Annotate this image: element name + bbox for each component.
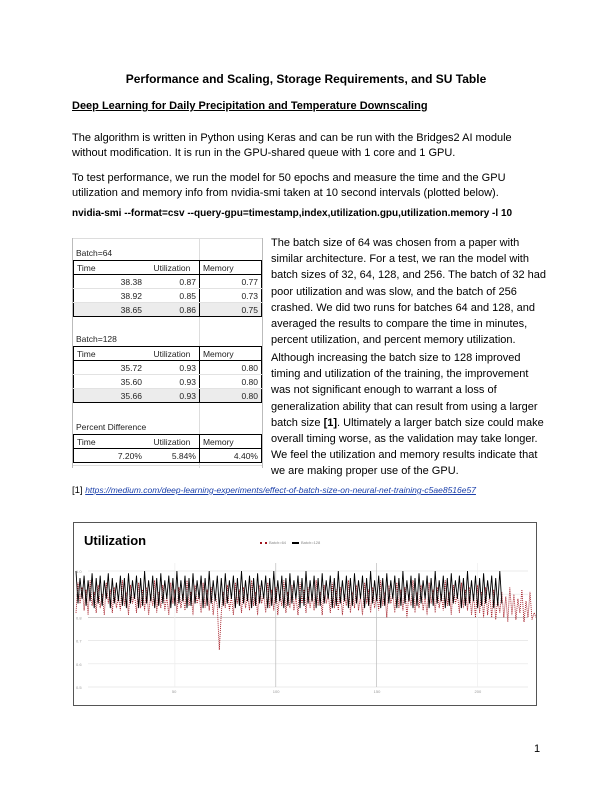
reference-entry [72, 485, 476, 496]
cell-memory: 0.75 [199, 303, 261, 317]
cell-time: 35.72 [74, 361, 145, 375]
legend-label: Batch=64 [269, 540, 287, 545]
cell-utilization: 0.86 [145, 303, 200, 317]
batch128-table [73, 346, 262, 403]
percent-diff-table [73, 434, 262, 463]
cell-time: 38.92 [74, 289, 145, 303]
batch64-table [73, 260, 262, 317]
reference-label: [1] [72, 485, 83, 496]
table-row [74, 275, 262, 289]
cell-utilization: 0.93 [145, 361, 200, 375]
section-heading: Deep Learning for Daily Precipitation and Temperature Downscaling [72, 100, 428, 112]
results-spreadsheet [72, 238, 263, 468]
conclusion-text: . Ultimately a larger batch size could make overall timing worse, as the validation may take longer. We feel the utilization and memory results indicate that we are making proper use of the GPU. [271, 416, 544, 478]
cell-utilization: 5.84% [145, 449, 200, 463]
col-header-time: Time [74, 261, 145, 275]
col-header-utilization: Utilization [145, 261, 200, 275]
intro-paragraph: The algorithm is written in Python using Keras and can be run with the Bridges2 AI module without modification. It is run in the GPU-shared queue with 1 core and 1 GPU. [72, 132, 512, 159]
citation-marker: [1] [323, 416, 338, 429]
table-row [74, 449, 262, 463]
conclusion-paragraph [271, 350, 551, 480]
svg-text:0.6: 0.6 [76, 661, 82, 667]
col-header-utilization: Utilization [145, 435, 200, 449]
legend-label: Batch=128 [301, 540, 321, 545]
cell-utilization: 0.93 [145, 389, 200, 403]
test-paragraph: To test performance, we run the model for 50 epochs and measure the time and the GPU utilization and memory info from nvidia-smi taken at 10 second intervals (plotted below). [72, 172, 506, 199]
sheet-gridline [73, 238, 262, 239]
table-row [74, 361, 262, 375]
table-row [74, 389, 262, 403]
cell-memory: 0.73 [199, 289, 261, 303]
col-header-memory: Memory [199, 435, 261, 449]
cell-time: 35.66 [74, 389, 145, 403]
cell-time: 7.20% [117, 450, 142, 461]
chart-title: Utilization [84, 533, 147, 548]
table-row [74, 303, 262, 317]
svg-text:0.7: 0.7 [76, 638, 82, 644]
svg-text:0.9: 0.9 [76, 592, 82, 598]
col-header-time: Time [74, 347, 145, 361]
cell-memory: 0.80 [199, 361, 261, 375]
col-header-memory: Memory [199, 261, 261, 275]
svg-text:0.5: 0.5 [76, 685, 82, 690]
svg-text:100: 100 [272, 689, 280, 694]
cell-memory: 4.40% [233, 450, 258, 461]
utilization-chart [73, 522, 537, 706]
svg-text:0.8: 0.8 [76, 615, 82, 621]
table-row [74, 375, 262, 389]
batch64-label: Batch=64 [76, 248, 113, 258]
table-row [74, 289, 262, 303]
cell-time: 38.65 [74, 303, 145, 317]
col-header-memory: Memory [199, 347, 261, 361]
cell-utilization: 0.93 [145, 375, 200, 389]
percent-diff-label: Percent Difference [76, 422, 147, 432]
cell-memory: 0.80 [199, 375, 261, 389]
svg-text:1.0: 1.0 [76, 569, 82, 574]
cell-utilization: 0.87 [145, 275, 200, 289]
batch128-label: Batch=128 [76, 334, 117, 344]
nvidia-smi-command: nvidia-smi --format=csv --query-gpu=timestamp,index,utilization.gpu,utilization.memory -l 10 [72, 208, 513, 219]
cell-memory: 0.80 [199, 389, 261, 403]
col-header-time: Time [74, 435, 145, 449]
cell-time: 35.60 [74, 375, 145, 389]
page-title: Performance and Scaling, Storage Requirements, and SU Table [125, 72, 487, 86]
page-number: 1 [534, 743, 541, 755]
svg-text:150: 150 [373, 689, 381, 694]
chart-plot-area [74, 523, 536, 705]
cell-utilization: 0.85 [145, 289, 200, 303]
cell-memory: 0.77 [199, 275, 261, 289]
col-header-utilization: Utilization [145, 347, 200, 361]
batch-size-paragraph: The batch size of 64 was chosen from a paper with similar architecture. For a test, we ran the model with batch sizes of 32, 64, 128, and 256. The batch of 32 had poor utilization and was slow, and the batch of 256 crashed. We did two runs for batches 64 and 128, and averaged the results to compare the time in minutes, percent utilization, and percent memory utilization. [271, 237, 546, 347]
reference-link[interactable]: https://medium.com/deep-learning-experiments/effect-of-batch-size-on-neural-net-training-c5ae8516e57 [85, 485, 476, 495]
svg-text:50: 50 [171, 689, 177, 694]
sheet-gridline [73, 465, 262, 466]
conclusion-text: Although increasing the batch size to 128 improved timing and utilization of the training, the improvement was not significant enough to warrant a loss of generalization ability that can result from using a larger batch size [271, 352, 538, 429]
svg-text:200: 200 [474, 689, 482, 694]
cell-time: 38.38 [74, 275, 145, 289]
